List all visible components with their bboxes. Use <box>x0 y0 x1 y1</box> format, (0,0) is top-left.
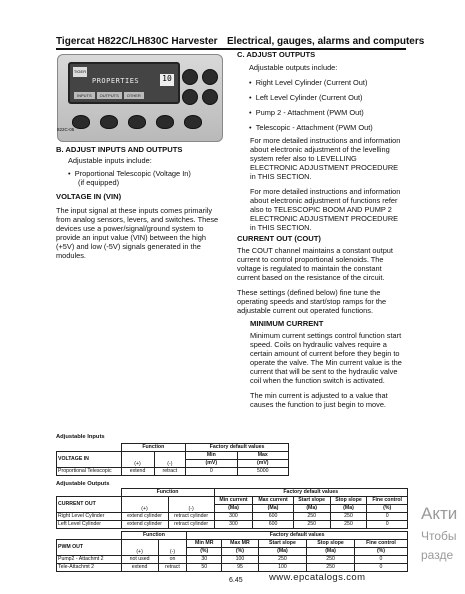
cell: 0 <box>354 564 407 572</box>
cell: 5000 <box>237 468 289 476</box>
para-line: also to TELESCOPIC BOOM AND PUMP 2 <box>250 205 392 214</box>
cell: 0 <box>367 521 408 529</box>
max-header: Max <box>237 452 289 460</box>
blank-cell <box>57 444 122 452</box>
min-current-heading: MINIMUM CURRENT <box>250 319 324 328</box>
cell: 100 <box>222 556 259 564</box>
min-current-paragraph-2 <box>250 391 417 409</box>
col-header: Min current <box>214 497 253 505</box>
table-row <box>57 564 408 572</box>
levelling-paragraph <box>250 136 417 181</box>
vin-line-6: modules. <box>56 251 86 260</box>
cell: 300 <box>214 513 253 521</box>
cell: 95 <box>222 564 259 572</box>
outputs-table <box>56 488 408 529</box>
vin-line-2: from analog sensors, levers, and switches. These <box>56 215 219 224</box>
minus-header: (-) <box>158 540 187 556</box>
cout-heading: CURRENT OUT (COUT) <box>237 234 321 243</box>
col-header: Stop slope <box>307 540 355 548</box>
overlay-text-3: разде <box>421 548 454 562</box>
col-header: Stop slope <box>330 497 367 505</box>
cell: 600 <box>253 521 293 529</box>
col-header: Max current <box>253 497 293 505</box>
vin-line-4: provide an input value (VIN) between the high <box>56 233 206 242</box>
cell: 250 <box>258 556 306 564</box>
cell: 250 <box>293 513 330 521</box>
section-b-title: B. ADJUST INPUTS AND OUTPUTS <box>56 145 183 154</box>
min-current-paragraph <box>250 331 417 385</box>
cell: 50 <box>187 564 222 572</box>
col-unit: (Ma) <box>253 505 293 513</box>
cell: Left Level Cylinder <box>57 521 122 529</box>
table-row <box>57 468 289 476</box>
para-line: coil when the function switch is activated. <box>250 376 385 385</box>
table-row <box>57 556 408 564</box>
cell: 250 <box>307 564 355 572</box>
inputs-table-title: Adjustable Inputs <box>56 434 105 440</box>
section-b-intro: Adjustable inputs include: <box>68 156 152 165</box>
vin-line-1: The input signal at these inputs comes primarily <box>56 206 213 215</box>
para-line: voltage is regulated to maintain the constant <box>237 264 382 273</box>
cell: extend cylinder <box>121 521 168 529</box>
side-button-1 <box>182 69 198 85</box>
cell: 250 <box>293 521 330 529</box>
cell: retract <box>158 564 187 572</box>
output-bullet-4: • Telescopic - Attachment (PWM Out) <box>249 123 373 132</box>
col-header: Max MR <box>222 540 259 548</box>
col-unit: (%) <box>222 548 259 556</box>
section-b <box>56 145 226 260</box>
section-c-intro: Adjustable outputs include: <box>249 63 338 72</box>
output-bullet-3: • Pump 2 - Attachment (PWM Out) <box>249 108 364 117</box>
outputs-table-title: Adjustable Outputs <box>56 481 110 487</box>
cell: 600 <box>253 513 293 521</box>
col-unit: (Ma) <box>293 505 330 513</box>
plus-header: (+) <box>121 540 158 556</box>
min-unit: (mV) <box>186 460 237 468</box>
soft-key-3 <box>128 115 146 129</box>
cell: 250 <box>307 556 355 564</box>
section-c <box>237 50 417 409</box>
screen-tab-outputs: OUTPUTS <box>97 92 122 99</box>
function-header: Function <box>121 444 186 452</box>
section-b-bullet: • Proportional Telescopic (Voltage In) <box>68 169 191 178</box>
para-line: For more detailed instructions and information <box>250 187 401 196</box>
cell: retract cylinder <box>168 521 214 529</box>
cell: extend <box>121 468 154 476</box>
cell: Right Level Cylinder <box>57 513 122 521</box>
cell: not used <box>121 556 158 564</box>
factory-header: Factory default values <box>214 489 407 497</box>
para-line: in THIS SECTION. <box>250 172 312 181</box>
minus-header: (-) <box>168 497 214 513</box>
col-unit: (Ma) <box>214 505 253 513</box>
para-line: system refer also to LEVELLING <box>250 154 357 163</box>
bullet-text: Proportional Telescopic (Voltage In) <box>74 169 191 178</box>
pwm-table <box>56 531 408 572</box>
screen-number: 10 <box>160 74 174 86</box>
screen-tabs <box>74 92 144 99</box>
para-line: The COUT channel maintains a constant output <box>237 246 393 255</box>
para-line: certain amount of current before they begin to <box>250 349 400 358</box>
cell: Proportional Telescopic <box>57 468 122 476</box>
page-header-right: Electrical, gauges, alarms and computers <box>227 36 425 47</box>
figure-tag: 822C-05 <box>57 127 75 132</box>
blank-cell <box>57 489 122 497</box>
min-header: Min <box>186 452 237 460</box>
display-screen <box>68 62 180 104</box>
para-line: For more detailed instructions and information <box>250 136 401 145</box>
col-header: Min MR <box>187 540 222 548</box>
soft-key-5 <box>184 115 202 129</box>
section-c-title: C. ADJUST OUTPUTS <box>237 50 316 59</box>
row-label: CURRENT OUT <box>57 497 122 513</box>
col-unit: (Ma) <box>330 505 367 513</box>
cell: on <box>158 556 187 564</box>
cell: 250 <box>330 513 367 521</box>
para-line: ELECTRONIC ADJUSTMENT PROCEDURE <box>250 163 399 172</box>
screen-tab-inputs: INPUTS <box>74 92 95 99</box>
para-line: speed. Coils on hydraulic valves require a <box>250 340 387 349</box>
screen-title: PROPERTIES <box>92 77 140 85</box>
para-line: adjustable current out operated functions. <box>237 306 373 315</box>
plus-header: (+) <box>121 452 154 468</box>
para-line: causes the function to just begin to move. <box>250 400 386 409</box>
output-bullet-text: Left Level Cylinder (Current Out) <box>255 93 363 102</box>
function-header: Function <box>121 532 187 540</box>
vin-line-5: (+5V) and low (-5V) signals generated in the <box>56 242 201 251</box>
col-unit: (%) <box>187 548 222 556</box>
col-header: Start slope <box>293 497 330 505</box>
col-unit: (Ma) <box>307 548 355 556</box>
page-number: 6.45 <box>229 577 243 584</box>
para-line: in THIS SECTION. <box>250 223 312 232</box>
col-header: Start slope <box>258 540 306 548</box>
factory-header: Factory default values <box>187 532 408 540</box>
cell: 250 <box>330 521 367 529</box>
para-line: about electronic adjustment of the levelling <box>250 145 390 154</box>
inputs-table <box>56 443 289 476</box>
col-header: Fine control <box>354 540 407 548</box>
para-line: current based on the resistance of the circuit. <box>237 273 385 282</box>
factory-header: Factory default values <box>186 444 289 452</box>
cell: 300 <box>214 521 253 529</box>
table-row <box>57 513 408 521</box>
minus-header: (-) <box>154 452 186 468</box>
overlay-text-2: Чтобы <box>421 529 457 543</box>
output-bullet-2: • Left Level Cylinder (Current Out) <box>249 93 363 102</box>
function-header: Function <box>121 489 214 497</box>
soft-key-4 <box>156 115 174 129</box>
max-unit: (mV) <box>237 460 289 468</box>
para-line: The min current is adjusted to a value that <box>250 391 388 400</box>
overlay-text-1: Акти <box>421 504 458 523</box>
output-bullet-1: • Right Level Cylinder (Current Out) <box>249 78 368 87</box>
output-bullet-text: Telescopic - Attachment (PWM Out) <box>255 123 373 132</box>
blank-cell <box>57 532 122 540</box>
para-line: Minimum current settings control function start <box>250 331 402 340</box>
section-b-bullet-note: (if equipped) <box>78 178 120 187</box>
side-button-4 <box>202 89 218 105</box>
col-unit: (%) <box>354 548 407 556</box>
cell: retract <box>154 468 186 476</box>
col-unit: (Ma) <box>258 548 306 556</box>
para-line: ELECTRONIC ADJUSTMENT PROCEDURE <box>250 214 399 223</box>
para-line: about electronic adjustment of functions refer <box>250 196 398 205</box>
cell: extend <box>121 564 158 572</box>
page-header-left: Tigercat H822C/LH830C Harvester <box>56 36 218 47</box>
para-line: operating speeds and start/stop ramps for the <box>237 297 387 306</box>
row-label: PWM OUT <box>57 540 122 556</box>
col-header: Fine control <box>367 497 408 505</box>
cell: Pump2 - Attachmt 2 <box>57 556 122 564</box>
vin-heading: VOLTAGE IN (VIN) <box>56 192 122 201</box>
cell: 0 <box>354 556 407 564</box>
screen-logo: TIGER <box>73 67 87 77</box>
output-bullet-text: Pump 2 - Attachment (PWM Out) <box>255 108 364 117</box>
col-unit: (%) <box>367 505 408 513</box>
para-line: current that will be sent to the hydraulic valve <box>250 367 398 376</box>
cell: 0 <box>186 468 237 476</box>
soft-key-2 <box>100 115 118 129</box>
para-line: These settings (defined below) fine tune the <box>237 288 381 297</box>
cell: 100 <box>258 564 306 572</box>
telescopic-paragraph <box>250 187 417 232</box>
cell: 0 <box>367 513 408 521</box>
side-button-2 <box>202 69 218 85</box>
table-row <box>57 521 408 529</box>
side-button-3 <box>182 89 198 105</box>
cell: extend cylinder <box>121 513 168 521</box>
screen-tab-other: OTHER <box>124 92 144 99</box>
cout-paragraph-2 <box>237 288 417 315</box>
plus-header: (+) <box>121 497 168 513</box>
watermark: www.epcatalogs.com <box>269 572 366 583</box>
para-line: current to control proportional solenoids. The <box>237 255 384 264</box>
soft-key-1 <box>72 115 90 129</box>
display-module-figure <box>57 54 223 142</box>
vin-line-3: devices use a power/signal/ground system to <box>56 224 204 233</box>
output-bullet-text: Right Level Cylinder (Current Out) <box>255 78 368 87</box>
cell: retract cylinder <box>168 513 214 521</box>
cell: 30 <box>187 556 222 564</box>
cout-paragraph <box>237 246 417 282</box>
row-label: VOLTAGE IN <box>57 452 122 468</box>
para-line: operate the valve. The Min current value is the <box>250 358 402 367</box>
cell: Tele-Attachmt 2 <box>57 564 122 572</box>
